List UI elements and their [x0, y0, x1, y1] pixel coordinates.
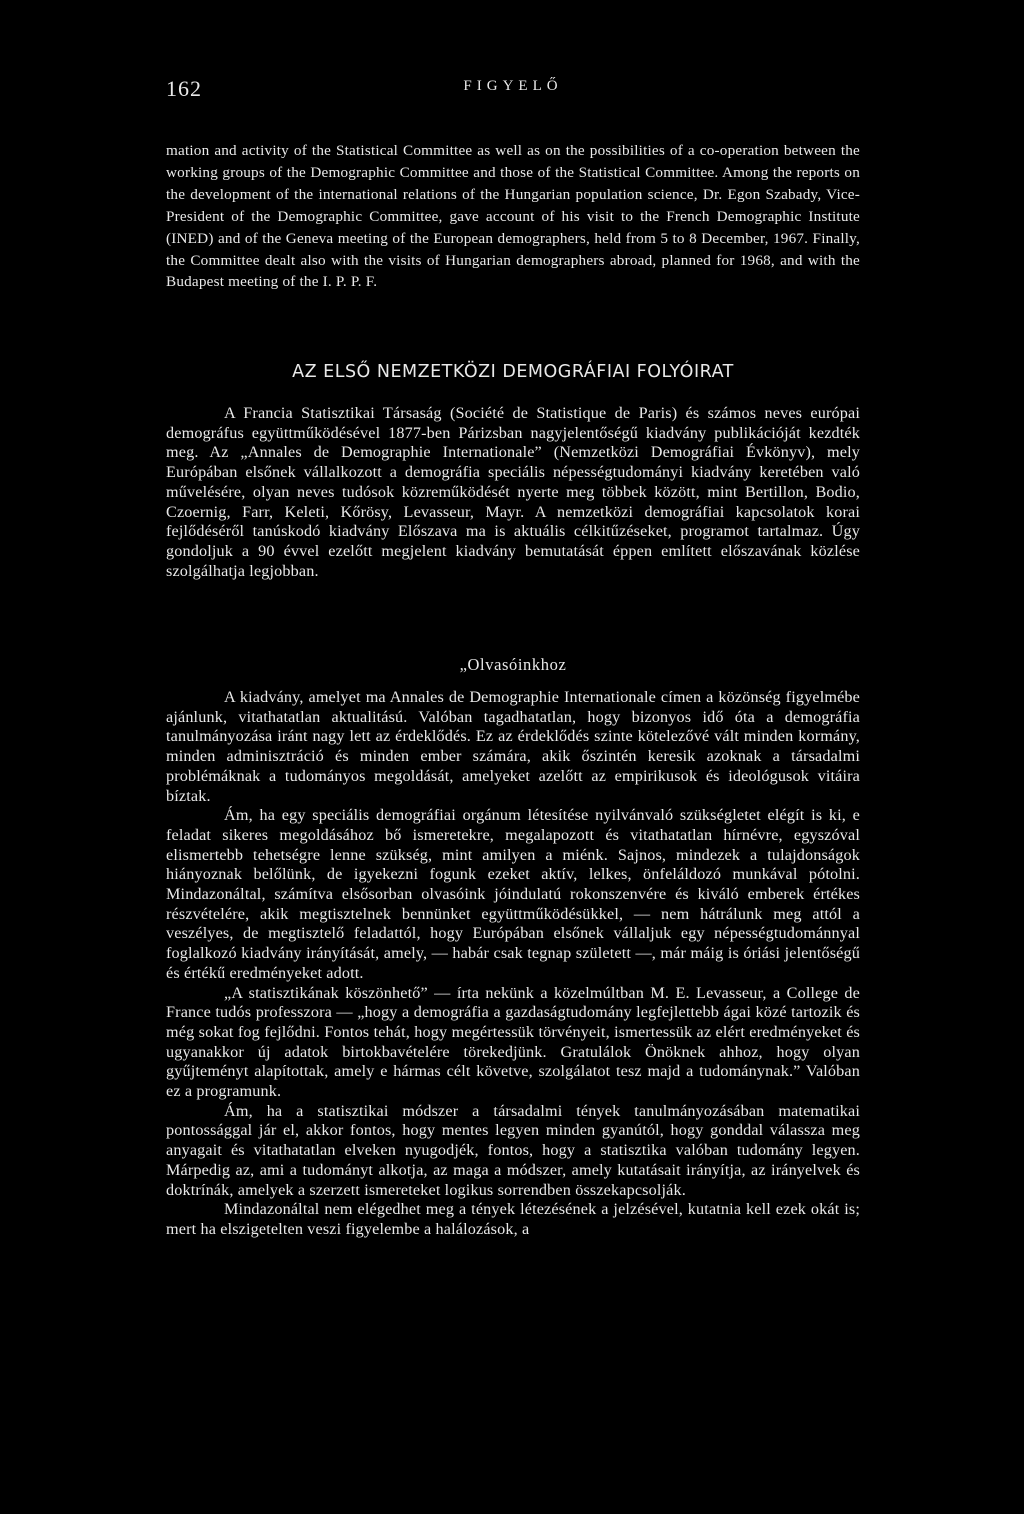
page-number: 162: [166, 76, 202, 101]
page-header: [166, 76, 860, 106]
body-paragraph: Mindazonáltal nem elégedhet meg a tények létezésének a jelzésével, kutatnia kell ezek okát is; mert ha elszigetelten veszi figyelembe a halálozások, a: [166, 1200, 860, 1238]
body-paragraph: A kiadvány, amelyet ma Annales de Demographie Internationale címen a közönség figyelmébe ajánlunk, vitathatatlan aktualitású. Valóban tagadhatatlan, hogy bizonyos idő óta a demográfia tanulmányozása iránt nagy lett az érdeklődés. Ez az érdeklődés szinte kötelezővé vált minden kormány, minden adminisztráció és minden ember számára, akik őszintén keresik azoknak a társadalmi problémáknak a tudományos megoldását, amelyeket azelőtt az empirikusok és ideológusok vitáira bíztak.: [166, 688, 860, 805]
body-paragraph: Ám, ha a statisztikai módszer a társadalmi tények tanulmányozásában matematikai pontossággal jár el, akkor fontos, hogy mentes legyen minden gyanútól, hogy gonddal válassza meg anyagait és vitathatatlan elveken nyugodjék, fontos, hogy a statisztika valóban tudomány legyen. Márpedig az, ami a tudományt alkotja, az maga a módszer, amely kutatásait irányítja, az irányelvek és doktrínák, amelyek a szerzett ismereteket logikus sorrendben összekapcsolják.: [166, 1101, 860, 1199]
letter-body: [166, 688, 860, 1240]
intro-paragraph: mation and activity of the Statistical Committee as well as on the possibilities of a co-operation between the working groups of the Demographic Committee and those of the Statistical Committee. Among the reports on the development of the international relations of the Hungarian population science, Dr. Egon Szabady, Vice-President of the Demographic Committee, gave account of his visit to the French Demographic Institute (INED) and of the Geneva meeting of the European demographers, held from 5 to 8 December, 1967. Finally, the Committee dealt also with the visits of Hungarian demographers abroad, planned for 1968, and with the Budapest meeting of the I. P. P. F.: [166, 142, 860, 291]
body-paragraph: Ám, ha egy speciális demográfiai orgánum létesítése nyilvánvaló szükségletet elégít is ki, e feladat sikeres megoldásához bő ismeretekre, megalapozott és vitathatatlan hírnévre, egyszóval elismertebb tehetségre lenne szükség, mint amilyen a miénk. Sajnos, mindezek a tulajdonságok hiányoznak belőlünk, de igyekezni fogunk ezeket aktív, lelkes, önfeláldozó munkával pótolni. Mindazonáltal, számítva elsősorban olvasóink jóindulatú rokonszenvére és kiváló emberek értékes részvételére, akik megtisztelnek bennünket együttműködésükkel, — nem hátrálunk meg attól a veszélyes, de megtisztelő feladattól, hogy Európában elsőnek vállaljuk egy népességtudománnyal foglalkozó kiadvány irányítását, amely, — habár csak tegnap született —, már máig is óriási jelentőségű és értékű eredményeket adott.: [166, 806, 860, 982]
article-title: AZ ELSŐ NEMZETKÖZI DEMOGRÁFIAI FOLYÓIRAT: [292, 362, 734, 382]
section-subheading: „Olvasóinkhoz: [459, 655, 567, 674]
running-head: FIGYELŐ: [463, 78, 563, 94]
body-paragraph: „A statisztikának köszönhető” — írta nekünk a közelmúltban M. E. Levasseur, a College de France tudós professzora — „hogy a demográfia a gazdaságtudomány legfejlettebb ágai közé tartozik és még sokat fog fejlődni. Fontos tehát, hogy megértessük törvényeit, ismertessük az elért eredményeket és ugyanakkor új adatok birtokbavételére törekedjünk. Gratulálok Önöknek ahhoz, hogy olyan gyűjteményt alapítottak, amely e hármas célt követve, szolgálatot tesz majd a tudománynak.” Valóban ez a programunk.: [166, 983, 860, 1101]
lead-paragraph: A Francia Statisztikai Társaság (Société de Statistique de Paris) és számos neves európai demográfus együttműködésével 1877-ben Párizsban nagyjelentőségű kiadvány publikációját kezdték meg. Az „Annales de Demographie Internationale” (Nemzetközi Demográfiai Évkönyv), mely Európában elsőnek vállalkozott a demográfia speciális népességtudományi kiadvány keretében való művelésére, olyan neves tudósok közreműködését nyerte meg többek között, mint Bertillon, Bodio, Czoernig, Farr, Keleti, Kőrösy, Levasseur, Mayr. A nemzetközi demográfiai kapcsolatok korai fejlődéséről tanúskodó kiadvány Előszava ma is aktuális célkitűzéseket, programot tartalmaz. Úgy gondoljuk a 90 évvel ezelőtt megjelent kiadvány bemutatását éppen említett előszavának közlése szolgálhatja legjobban.: [166, 404, 860, 580]
